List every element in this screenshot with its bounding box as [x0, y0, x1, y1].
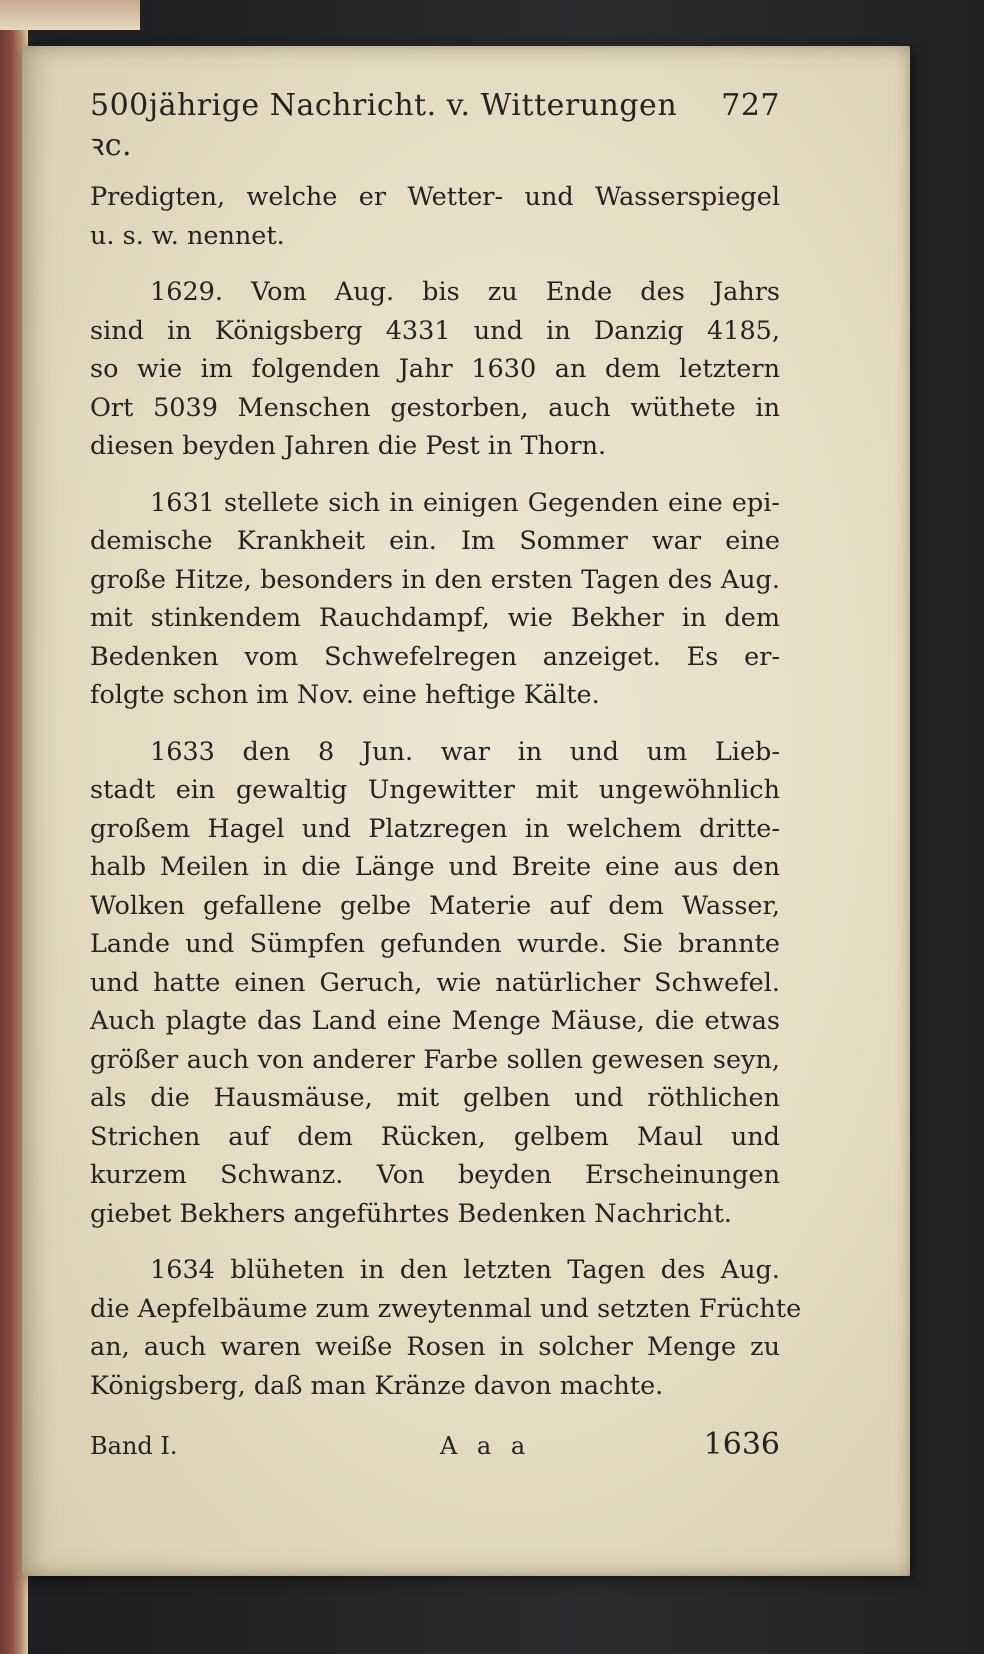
volume-label: Band I. — [90, 1432, 178, 1460]
running-title: 500jährige Nachricht. v. Witterungen ꝛc. — [90, 88, 678, 163]
text-line: als die Hausmäuse, mit gelben und röthlichen — [90, 1083, 780, 1113]
text-line: große Hitze, besonders in den ersten Tagen des Aug. — [90, 564, 780, 595]
ribbon-bookmark — [0, 0, 140, 30]
text-line: mit stinkendem Rauchdampf, wie Bekher in dem — [90, 603, 780, 633]
text-line: Bedenken vom Schwefelregen anzeiget. Es er- — [90, 641, 780, 672]
text-line: diesen beyden Jahren die Pest in Thorn. — [90, 431, 607, 461]
text-line: 1634 blüheten in den letzten Tagen des Aug. — [150, 1255, 780, 1285]
book-page — [22, 46, 910, 1576]
text-line: u. s. w. nennet. — [90, 220, 285, 251]
paragraph-1629 — [90, 273, 780, 466]
text-line: Wolken gefallene gelbe Materie auf dem Wasser, — [90, 890, 780, 921]
text-line: und hatte einen Geruch, wie natürlicher Schwefel. — [90, 967, 780, 998]
page-header — [90, 88, 780, 164]
paragraph-1633 — [90, 733, 780, 1234]
text-line: Auch plagte das Land eine Menge Mäuse, die etwas — [90, 1006, 780, 1036]
text-line: Ort 5039 Menschen gestorben, auch wüthete in — [90, 392, 780, 423]
text-line: sind in Königsberg 4331 und in Danzig 4185, — [90, 315, 780, 346]
text-line: an, auch waren weiße Rosen in solcher Menge zu — [90, 1332, 780, 1362]
page-number: 727 — [721, 88, 780, 123]
catchword: 1636 — [703, 1427, 780, 1462]
text-line: stadt ein gewaltig Ungewitter mit ungewöhnlich — [90, 775, 780, 805]
page-text-block — [90, 88, 802, 1462]
paragraph-1634 — [90, 1251, 802, 1405]
text-line: so wie im folgenden Jahr 1630 an dem letztern — [90, 354, 780, 384]
paragraph-continuation — [90, 178, 780, 255]
page-footer — [90, 1409, 780, 1462]
text-line: halb Meilen in die Länge und Breite eine aus den — [90, 852, 780, 882]
text-line: 1633 den 8 Jun. war in und um Lieb- — [150, 736, 780, 767]
text-line: Predigten, welche er Wetter- und Wasserspiegel — [90, 182, 780, 212]
text-line: kurzem Schwanz. Von beyden Erscheinungen — [90, 1160, 780, 1190]
text-line: Lande und Sümpfen gefunden wurde. Sie brannte — [90, 929, 780, 959]
text-line: die Aepfelbäume zum zweytenmal und setzten Früchte — [90, 1293, 802, 1324]
text-line: großem Hagel und Platzregen in welchem dritte- — [90, 813, 780, 844]
printer-signature: A a a — [439, 1432, 532, 1460]
paragraph-1631 — [90, 484, 780, 715]
text-line: giebet Bekhers angeführtes Bedenken Nachricht. — [90, 1198, 732, 1229]
text-line: 1629. Vom Aug. bis zu Ende des Jahrs — [150, 277, 780, 307]
text-line: Königsberg, daß man Kränze davon machte. — [90, 1370, 664, 1401]
text-line: folgte schon im Nov. eine heftige Kälte. — [90, 680, 600, 710]
text-line: größer auch von anderer Farbe sollen gewesen seyn, — [90, 1044, 780, 1075]
text-line: Strichen auf dem Rücken, gelbem Maul und — [90, 1121, 780, 1152]
text-line: 1631 stellete sich in einigen Gegenden eine epi- — [150, 487, 780, 518]
text-line: demische Krankheit ein. Im Sommer war eine — [90, 526, 780, 556]
